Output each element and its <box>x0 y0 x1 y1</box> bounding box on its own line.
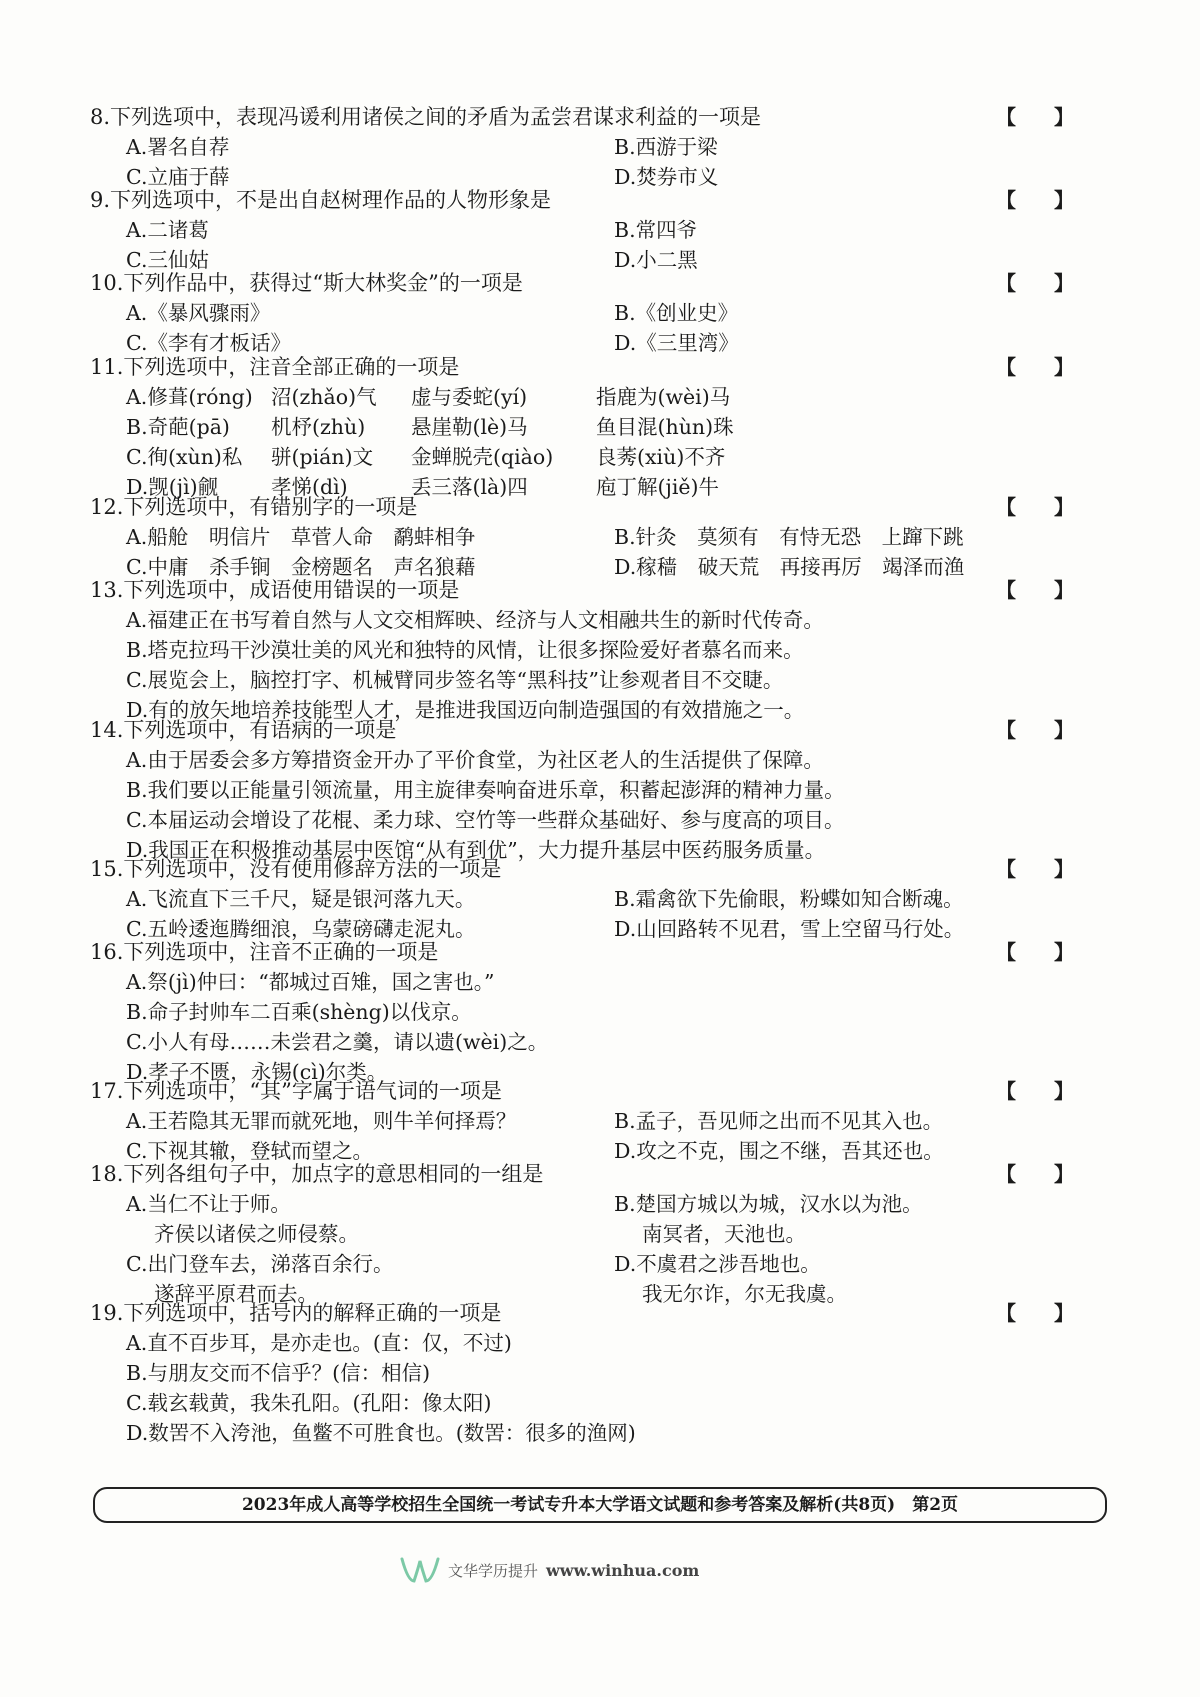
answer-bracket: 【】 <box>996 271 1112 295</box>
option-a-second: 齐侯以诸侯之师侵蔡。 <box>154 1222 359 1246</box>
question-14 <box>90 715 1120 865</box>
watermark-url: www.winhua.com <box>546 1560 700 1580</box>
question-8 <box>90 102 1120 192</box>
option-row <box>90 442 1120 472</box>
option-d: D.攻之不克，围之不继，吾其还也。 <box>614 1139 944 1163</box>
option-row <box>90 298 1120 328</box>
option-b: B.楚国方城以为城，汉水以为池。 <box>614 1192 923 1216</box>
option-d-second: 我无尔诈，尔无我虞。 <box>642 1282 847 1306</box>
question-stem: 12.下列选项中，有错别字的一项是 <box>90 495 418 519</box>
question-18 <box>90 1159 1120 1309</box>
option-cell: 指鹿为(wèi)马 <box>596 385 731 409</box>
question-12 <box>90 492 1120 582</box>
option-c: C.展览会上，脑控打字、机械臂同步签名等“黑科技”让参观者目不交睫。 <box>126 668 784 692</box>
question-19 <box>90 1298 1120 1448</box>
option-c: C.立庙于薛 <box>126 165 230 189</box>
option-b-second: 南冥者，天池也。 <box>642 1222 806 1246</box>
option-b: B.与朋友交而不信乎？(信：相信) <box>126 1361 431 1385</box>
option-a: A.二诸葛 <box>126 218 209 242</box>
option-a: A.祭(jì)仲曰：“都城过百雉，国之害也。” <box>126 970 495 994</box>
question-9 <box>90 185 1120 275</box>
option-cell: 金蝉脱壳(qiào) <box>411 445 554 469</box>
option-cell: 虚与委蛇(yí) <box>411 385 528 409</box>
question-11 <box>90 352 1120 502</box>
option-cell: 良莠(xiù)不齐 <box>596 445 726 469</box>
answer-bracket: 【】 <box>996 578 1112 602</box>
option-c: C.小人有母……未尝君之羹，请以遗(wèi)之。 <box>126 1030 549 1054</box>
option-cell: 机杼(zhù) <box>271 415 366 439</box>
option-cell: 骈(pián)文 <box>271 445 374 469</box>
option-cell: 孝悌(dì) <box>271 475 348 499</box>
answer-bracket: 【】 <box>996 1301 1112 1325</box>
option-row <box>90 412 1120 442</box>
question-stem: 17.下列选项中，“其”字属于语气词的一项是 <box>90 1079 502 1103</box>
question-16 <box>90 937 1120 1087</box>
option-a: A.由于居委会多方筹措资金开办了平价食堂，为社区老人的生活提供了保障。 <box>126 748 824 772</box>
answer-bracket: 【】 <box>996 495 1112 519</box>
option-c: C.本届运动会增设了花棍、柔力球、空竹等一些群众基础好、参与度高的项目。 <box>126 808 845 832</box>
answer-bracket: 【】 <box>996 355 1112 379</box>
option-cell: 鱼目混(hùn)珠 <box>596 415 734 439</box>
answer-bracket: 【】 <box>996 105 1112 129</box>
option-d: D.有的放矢地培养技能型人才，是推进我国迈向制造强国的有效措施之一。 <box>126 698 805 722</box>
option-a: A.船舱 明信片 草菅人命 鹬蚌相争 <box>126 525 476 549</box>
option-c-second: 遂辞平原君而去。 <box>154 1282 318 1306</box>
watermark-brand: 文华学历提升 <box>448 1561 539 1580</box>
option-a: A.王若隐其无罪而就死地，则牛羊何择焉？ <box>126 1109 517 1133</box>
option-a: A.署名自荐 <box>126 135 230 159</box>
option-c: C.出门登车去，涕落百余行。 <box>126 1252 394 1276</box>
question-stem: 9.下列选项中，不是出自赵树理作品的人物形象是 <box>90 188 552 212</box>
answer-bracket: 【】 <box>996 188 1112 212</box>
option-row <box>90 1106 1120 1136</box>
option-c: C.五岭逶迤腾细浪，乌蒙磅礴走泥丸。 <box>126 917 476 941</box>
question-stem: 16.下列选项中，注音不正确的一项是 <box>90 940 439 964</box>
option-d: D.焚券市义 <box>614 165 719 189</box>
option-d: D.山回路转不见君，雪上空留马行处。 <box>614 917 965 941</box>
question-stem: 18.下列各组句子中，加点字的意思相同的一组是 <box>90 1162 544 1186</box>
option-c: C.中庸 杀手锏 金榜题名 声名狼藉 <box>126 555 476 579</box>
option-row <box>90 884 1120 914</box>
question-stem: 15.下列选项中，没有使用修辞方法的一项是 <box>90 857 502 881</box>
option-cell: D.觊(jì)觎 <box>126 475 219 499</box>
question-15 <box>90 854 1120 944</box>
option-c: C.《李有才板话》 <box>126 331 291 355</box>
option-d: D.孝子不匮，永锡(cì)尔类。 <box>126 1060 388 1084</box>
option-b: B.西游于梁 <box>614 135 718 159</box>
answer-bracket: 【】 <box>996 940 1112 964</box>
option-cell: B.奇葩(pā) <box>126 415 230 439</box>
question-stem: 14.下列选项中，有语病的一项是 <box>90 718 397 742</box>
question-10 <box>90 268 1120 358</box>
option-a: A.当仁不让于师。 <box>126 1192 291 1216</box>
answer-bracket: 【】 <box>996 857 1112 881</box>
option-cell: 沼(zhǎo)气 <box>271 385 377 409</box>
option-row <box>90 215 1120 245</box>
question-stem: 11.下列选项中，注音全部正确的一项是 <box>90 355 460 379</box>
option-d: D.小二黑 <box>614 248 698 272</box>
option-a: A.飞流直下三千尺，疑是银河落九天。 <box>126 887 476 911</box>
option-cell: A.修葺(róng) <box>126 385 253 409</box>
question-13 <box>90 575 1120 725</box>
answer-bracket: 【】 <box>996 1162 1112 1186</box>
option-cell: 悬崖勒(lè)马 <box>411 415 528 439</box>
question-17 <box>90 1076 1120 1166</box>
option-cell: 丢三落(là)四 <box>411 475 528 499</box>
option-row <box>90 522 1120 552</box>
option-b: B.针灸 莫须有 有恃无恐 上蹿下跳 <box>614 525 964 549</box>
option-a: A.直不百步耳，是亦走也。(直：仅，不过) <box>126 1331 512 1355</box>
option-cell: C.徇(xùn)私 <box>126 445 243 469</box>
watermark <box>400 1552 699 1588</box>
option-b: B.孟子，吾见师之出而不见其入也。 <box>614 1109 944 1133</box>
option-b: B.塔克拉玛干沙漠壮美的风光和独特的风情，让很多探险爱好者慕名而来。 <box>126 638 804 662</box>
option-d: D.《三里湾》 <box>614 331 739 355</box>
option-a: A.《暴风骤雨》 <box>126 301 271 325</box>
option-row <box>90 382 1120 412</box>
question-stem: 8.下列选项中，表现冯谖利用诸侯之间的矛盾为孟尝君谋求利益的一项是 <box>90 105 762 129</box>
option-pair-row <box>90 1189 1120 1249</box>
option-c: C.下视其辙，登轼而望之。 <box>126 1139 373 1163</box>
option-b: B.常四爷 <box>614 218 698 242</box>
option-d: D.数罟不入洿池，鱼鳖不可胜食也。(数罟：很多的渔网) <box>126 1421 636 1445</box>
winhua-logo-icon <box>400 1555 440 1585</box>
option-c: C.载玄载黄，我朱孔阳。(孔阳：像太阳) <box>126 1391 492 1415</box>
option-d: D.稼穑 破天荒 再接再厉 竭泽而渔 <box>614 555 965 579</box>
option-c: C.三仙姑 <box>126 248 209 272</box>
page-footer: 2023年成人高等学校招生全国统一考试专升本大学语文试题和参考答案及解析(共8页) 第2页 <box>93 1487 1107 1523</box>
question-stem: 13.下列选项中，成语使用错误的一项是 <box>90 578 460 602</box>
option-d: D.不虞君之涉吾地也。 <box>614 1252 821 1276</box>
answer-bracket: 【】 <box>996 1079 1112 1103</box>
option-row <box>90 132 1120 162</box>
option-b: B.霜禽欲下先偷眼，粉蝶如知合断魂。 <box>614 887 964 911</box>
answer-bracket: 【】 <box>996 718 1112 742</box>
option-cell: 庖丁解(jiě)牛 <box>596 475 720 499</box>
question-stem: 10.下列作品中，获得过“斯大林奖金”的一项是 <box>90 271 523 295</box>
option-b: B.《创业史》 <box>614 301 739 325</box>
option-a: A.福建正在书写着自然与人文交相辉映、经济与人文相融共生的新时代传奇。 <box>126 608 824 632</box>
option-b: B.我们要以正能量引领流量，用主旋律奏响奋进乐章，积蓄起澎湃的精神力量。 <box>126 778 845 802</box>
question-stem: 19.下列选项中，括号内的解释正确的一项是 <box>90 1301 502 1325</box>
option-d: D.我国正在积极推动基层中医馆“从有到优”，大力提升基层中医药服务质量。 <box>126 838 826 862</box>
option-b: B.命子封帅车二百乘(shèng)以伐京。 <box>126 1000 472 1024</box>
